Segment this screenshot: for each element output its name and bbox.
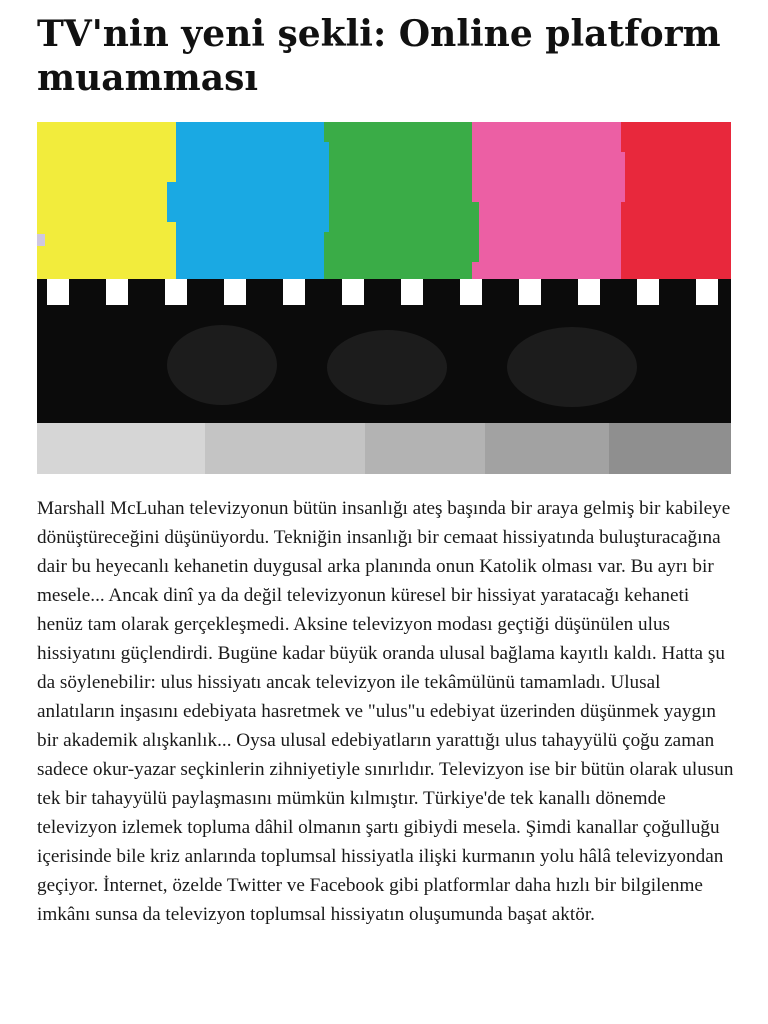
article-title: TV'nin yeni şekli: Online platform muamması: [37, 13, 721, 99]
shadow-blob: [507, 327, 637, 407]
article-body: Marshall McLuhan televizyonun bütün insanlığı ateş başında bir araya gelmiş bir kabileye dönüştüreceğini düşünüyordu. Tekniğin insanlığı bir cemaat hissiyatında buluşturacağına dair bu heyecanlı kehanetin duygusal arka planında onun Katolik olması var. Bu ayrı bir mesele... Ancak dinî ya da değil televizyonun küresel bir hissiyat yaratacağı kehaneti henüz tam olarak gerçekleşmedi. Aksine televizyon modası geçtiği düşünülen ulus hissiyatını güçlendirdi. Bugüne kadar büyük oranda ulusal bağlama kayıtlı kaldı. Hatta şu da söylenebilir: ulus hissiyatı ancak televizyon ile tekâmülünü tamamladı. Ulusal anlatıların inşasını edebiyata hasretmek ve "ulus"u edebiyat üzerinden düşünmek yaygın bir akademik alışkanlık... Oysa ulusal edebiyatların yarattığı ulus tahayyülü çoğu zaman sadece okur-yazar seçkinlerin zihniyetiyle sınırlıdır. Televizyon ise bir bütün olarak ulusun tek bir tahayyülü paylaşmasını mümkün kılmıştır. Türkiye'de tek kanallı dönemde televizyon izlemek topluma dâhil olmanın şartı gibiydi mesela. Şimdi kanallar çoğulluğu içerisinde bile kriz anlarında toplumsal hissiyatla ilişki kurmanın yolu hâlâ televizyondan geçiyor. İnternet, özelde Twitter ve Facebook gibi platformlar daha hızlı bir bilgilenme imkânı sunsa da televizyon toplumsal hissiyatın oluşumunda başat aktör.: [37, 498, 734, 925]
shadow-blob: [327, 330, 447, 405]
glitch-sliver: [467, 202, 479, 262]
gray-bar: [37, 423, 205, 474]
gray-bars: [37, 423, 731, 474]
checker-square: [165, 279, 187, 305]
checker-square: [637, 279, 659, 305]
black-band: [37, 305, 731, 423]
glitch-sliver: [167, 182, 181, 222]
checker-square: [460, 279, 482, 305]
tv-test-pattern-image: [37, 122, 731, 474]
color-bar-magenta: [472, 122, 621, 279]
checker-square: [519, 279, 541, 305]
shadow-blob: [167, 325, 277, 405]
glitch-sliver: [319, 142, 329, 232]
color-bar-red: [621, 122, 731, 279]
glitch-sliver: [615, 152, 625, 202]
checker-strip: [37, 279, 731, 305]
checker-square: [578, 279, 600, 305]
checker-square: [696, 279, 718, 305]
checker-square: [224, 279, 246, 305]
gray-bar: [365, 423, 485, 474]
color-bar-cyan: [176, 122, 324, 279]
gray-bar: [609, 423, 731, 474]
glitch-sliver: [37, 234, 45, 246]
checker-square: [283, 279, 305, 305]
checker-square: [106, 279, 128, 305]
checker-square: [401, 279, 423, 305]
checker-square: [47, 279, 69, 305]
gray-bar: [485, 423, 609, 474]
checker-square: [342, 279, 364, 305]
color-bars: [37, 122, 731, 279]
color-bar-green: [324, 122, 472, 279]
color-bar-yellow: [37, 122, 176, 279]
gray-bar: [205, 423, 365, 474]
